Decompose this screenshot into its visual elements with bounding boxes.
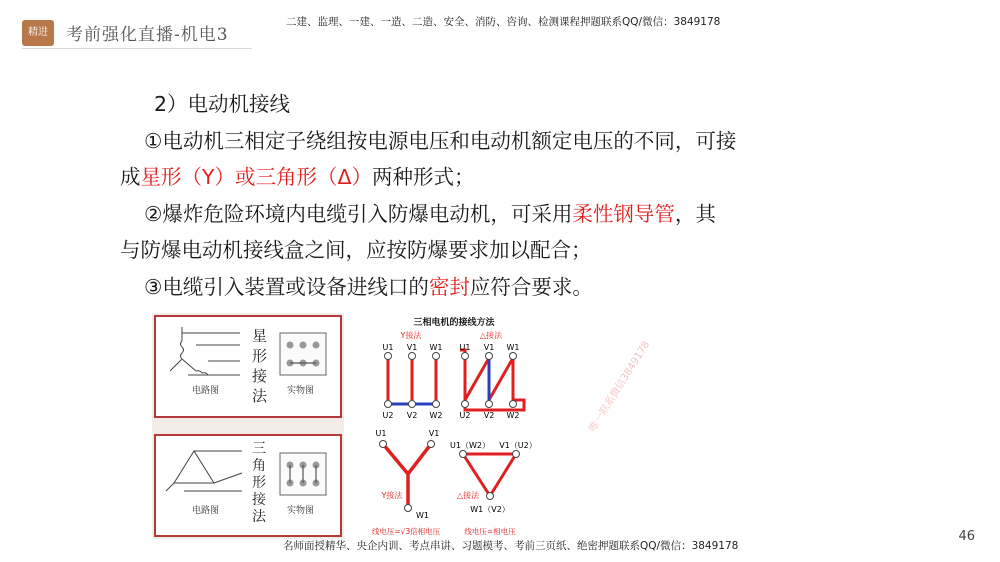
slide-body [120, 86, 820, 305]
delta-wiring [460, 343, 524, 420]
wiring-method-diagram [364, 314, 544, 538]
delta-tri-label: △接法 [456, 491, 480, 500]
delta-label-3: 形 [252, 475, 266, 491]
delta-bottom-u2: U2 [459, 411, 471, 420]
delta-circuit-caption: 电路图 [192, 506, 220, 516]
star-label-4: 法 [252, 387, 268, 405]
y-wiring [383, 343, 443, 420]
item-3 [120, 269, 820, 306]
delta-object-caption: 实物图 [287, 506, 315, 516]
star-label-3: 接 [252, 367, 268, 385]
delta-bottom-w2: W2 [506, 411, 520, 420]
star-panel [155, 316, 341, 417]
delta-top-v1: V1 [483, 343, 495, 352]
course-title: 考前强化直播-机电3 [66, 25, 229, 45]
item-1-line-2 [120, 159, 820, 196]
delta-tri-w1v2: W1（V2） [470, 505, 510, 514]
y-star-v1: V1 [428, 429, 440, 438]
watermark: 唯一联系微信3849178 [587, 339, 653, 434]
top-contact-banner: 二建、监理、一建、一造、二造、安全、消防、咨询、检测课程押题联系QQ/微信：3849178 [286, 16, 721, 28]
item-2-line-2: 与防爆电动机接线盒之间，应按防爆要求加以配合； [120, 238, 592, 262]
y-star-u1: U1 [375, 429, 387, 438]
delta-label-4: 接 [252, 492, 266, 508]
star-label-2: 形 [252, 347, 268, 365]
delta-bottom-v2: V2 [483, 411, 495, 420]
section-heading: 2）电动机接线 [154, 92, 291, 116]
star-label-1: 星 [252, 327, 268, 345]
delta-label-1: 三 [252, 441, 266, 457]
delta-label-5: 法 [252, 509, 266, 525]
delta-terminal-block [280, 453, 326, 495]
y-bottom-w2: W2 [429, 411, 443, 420]
delta-wire-3 [489, 358, 513, 400]
y-top-w1: W1 [429, 343, 443, 352]
delta-triangle-schematic [450, 441, 537, 514]
item-1-line-1: ①电动机三相定子绕组按电源电压和电动机额定电压的不同，可接 [144, 128, 737, 153]
delta-top-w1: W1 [506, 343, 520, 352]
delta-top-u1: U1 [459, 343, 471, 352]
item-1-line-2-prefix: 成 [120, 165, 141, 189]
delta-wire-2 [465, 358, 489, 400]
wiring-title: 三相电机的接线方法 [413, 318, 495, 328]
y-star-schematic [376, 429, 440, 520]
y-top-v1: V1 [406, 343, 418, 352]
item-2-line-1 [120, 196, 820, 233]
item-3-suffix: 应符合要求。 [469, 274, 593, 299]
delta-label-2: 角 [252, 458, 266, 474]
delta-connection-label: △接法 [479, 331, 503, 340]
star-object-caption: 实物图 [287, 386, 315, 396]
delta-tri-u1w2: U1（W2） [450, 441, 490, 450]
item-1-suffix: 两种形式； [372, 165, 475, 189]
y-star-label: Y接法 [381, 491, 403, 500]
delta-panel [155, 435, 341, 536]
motor-photo-diagram [152, 313, 344, 539]
y-bottom-u2: U2 [382, 411, 394, 420]
item-3-prefix: ③电缆引入装置或设备进线口的 [144, 274, 429, 299]
item-2-prefix: ②爆炸危险环境内电缆引入防爆电动机，可采用 [144, 201, 573, 226]
brand-logo: 精进 [22, 20, 54, 46]
item-2-highlight: 柔性钢导管 [572, 201, 675, 226]
y-voltage-note: 线电压=√3倍相电压 [371, 527, 441, 536]
item-3-highlight: 密封 [428, 274, 470, 299]
y-top-u1: U1 [382, 343, 394, 352]
bottom-contact-banner: 名师面授精华、央企内训、考点串讲、习题模考、考前三页纸、绝密押题联系QQ/微信：3849178 [283, 540, 739, 552]
delta-tri-v1u2: V1（U2） [499, 441, 537, 450]
y-connection-label: Y接法 [400, 331, 422, 340]
item-2-suffix: ，其 [674, 201, 716, 226]
item-1-highlight: 星形（Y）或三角形（Δ） [140, 165, 373, 189]
delta-voltage-note: 线电压=相电压 [464, 527, 516, 536]
title-underline [22, 48, 252, 49]
page-number: 46 [958, 529, 975, 544]
star-circuit-caption: 电路图 [192, 386, 220, 396]
y-bottom-v2: V2 [406, 411, 418, 420]
y-star-w1: W1 [416, 511, 429, 520]
star-terminal-block [280, 333, 326, 375]
